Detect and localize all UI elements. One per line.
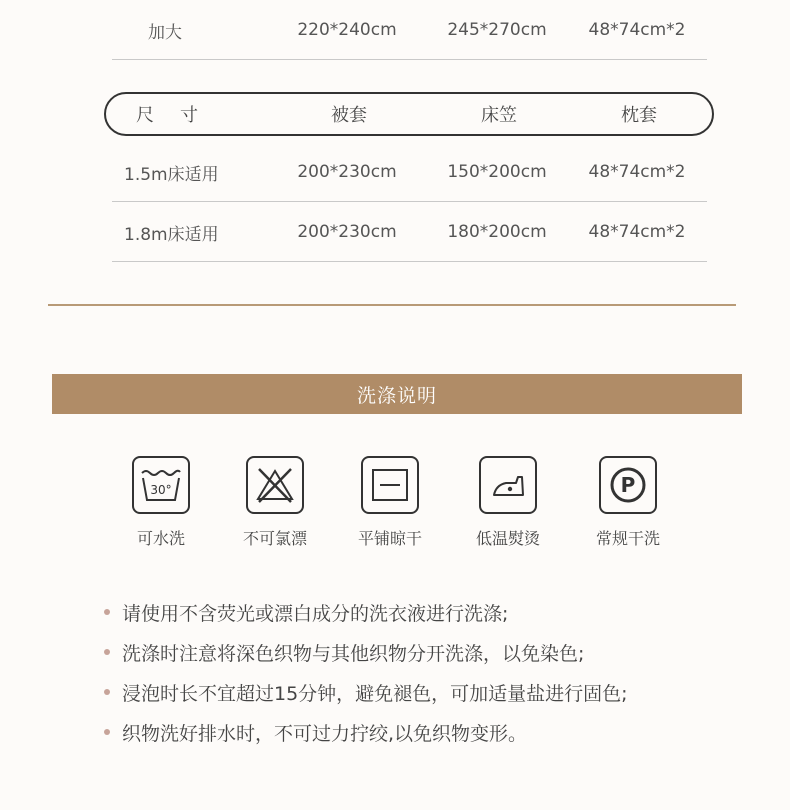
header-fitted-sheet: 床笠 [481,105,517,126]
care-symbol-washable [111,456,211,549]
wash-30-icon [132,456,190,514]
fitted-sheet-cell: 180*200cm [447,222,547,242]
size-cell: 加大 [148,22,182,43]
care-symbol-dry-clean [578,456,678,549]
table-header [104,92,714,136]
note-text: 请使用不含荧光或漂白成分的洗衣液进行洗涤; [122,602,509,625]
header-duvet: 被套 [331,105,367,126]
note-text: 浸泡时长不宜超过15分钟，避免褪色，可加适量盐进行固色; [122,682,628,705]
care-label: 可水洗 [136,529,185,548]
section-divider [48,304,736,306]
duvet-cell: 200*230cm [297,222,397,242]
pillowcase-cell: 48*74cm*2 [588,162,686,182]
list-item [104,672,744,712]
duvet-cell: 200*230cm [297,162,397,182]
size-cell: 1.8m床适用 [124,224,219,245]
table-row [112,0,707,60]
note-text: 织物洗好排水时，不可过力拧绞,以免织物变形。 [122,722,528,745]
row-divider [112,261,707,262]
dry-clean-icon [599,456,657,514]
no-bleach-icon [246,456,304,514]
bullet-icon [104,729,110,735]
dry-clean-letter: P [620,473,636,497]
fitted-sheet-cell: 245*270cm [447,20,547,40]
care-symbol-no-bleach [225,456,325,549]
care-label: 低温熨烫 [475,529,540,548]
duvet-cell: 220*240cm [297,20,397,40]
dry-flat-icon [361,456,419,514]
list-item [104,632,744,672]
note-text: 洗涤时注意将深色织物与其他织物分开洗涤，以免染色; [122,642,585,665]
wash-instructions-banner: 洗涤说明 [52,374,742,414]
header-size: 尺寸 [136,105,224,126]
row-divider [112,59,707,60]
list-item [104,712,744,752]
wash-notes [104,592,744,752]
pillowcase-cell: 48*74cm*2 [588,20,686,40]
header-pillowcase: 枕套 [621,105,657,126]
wash-temp: 30° [150,483,172,497]
care-symbol-low-iron [458,456,558,549]
care-symbol-dry-flat [340,456,440,549]
table-row [112,202,707,262]
fitted-sheet-cell: 150*200cm [447,162,547,182]
care-label: 不可氯漂 [242,529,307,548]
pillowcase-cell: 48*74cm*2 [588,222,686,242]
care-label: 平铺晾干 [357,529,422,548]
size-cell: 1.5m床适用 [124,164,219,185]
bullet-icon [104,609,110,615]
bullet-icon [104,649,110,655]
list-item [104,592,744,632]
care-label: 常规干洗 [595,529,660,548]
bullet-icon [104,689,110,695]
table-row [112,142,707,202]
iron-low-icon [479,456,537,514]
